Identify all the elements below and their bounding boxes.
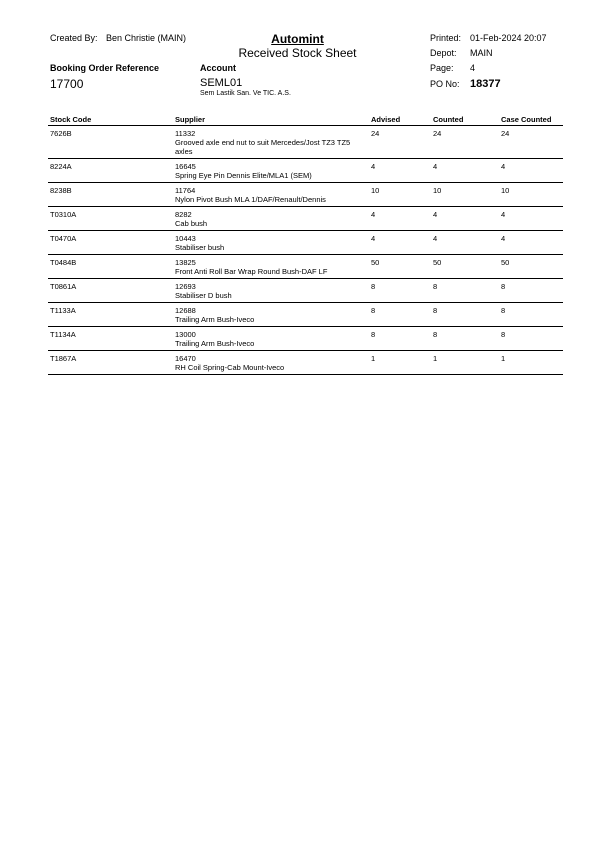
column-header-stock-code: Stock Code bbox=[48, 113, 173, 126]
item-description: Cab bush bbox=[175, 219, 208, 228]
table-row bbox=[48, 126, 563, 159]
counted-cell: 50 bbox=[431, 255, 499, 279]
counted-cell: 4 bbox=[431, 159, 499, 183]
column-header-supplier: Supplier bbox=[173, 113, 369, 126]
stock-code-cell: 8224A bbox=[48, 159, 173, 183]
supplier-cell bbox=[173, 303, 369, 327]
po-label: PO No: bbox=[430, 79, 460, 89]
stock-code-cell: T0861A bbox=[48, 279, 173, 303]
title-block bbox=[200, 32, 395, 60]
supplier-cell bbox=[173, 183, 369, 207]
counted-cell: 8 bbox=[431, 303, 499, 327]
advised-cell: 10 bbox=[369, 183, 431, 207]
supplier-cell bbox=[173, 351, 369, 375]
item-description: Trailing Arm Bush-Iveco bbox=[175, 339, 255, 348]
stock-code-cell: T0310A bbox=[48, 207, 173, 231]
table-row bbox=[48, 231, 563, 255]
counted-cell: 4 bbox=[431, 207, 499, 231]
page-subtitle: Received Stock Sheet bbox=[238, 46, 357, 60]
counted-cell: 10 bbox=[431, 183, 499, 207]
case-counted-cell: 8 bbox=[499, 303, 563, 327]
item-description: RH Coil Spring-Cab Mount-Iveco bbox=[175, 363, 285, 372]
case-counted-cell: 24 bbox=[499, 126, 563, 159]
table-row bbox=[48, 159, 563, 183]
supplier-code: 12688 bbox=[175, 306, 196, 315]
created-by-value: Ben Christie (MAIN) bbox=[106, 33, 187, 43]
supplier-cell bbox=[173, 327, 369, 351]
depot-value: MAIN bbox=[470, 48, 493, 58]
advised-cell: 8 bbox=[369, 327, 431, 351]
item-description: Nylon Pivot Bush MLA 1/DAF/Renault/Dennis bbox=[175, 195, 326, 204]
supplier-code: 16645 bbox=[175, 162, 196, 171]
item-description: Front Anti Roll Bar Wrap Round Bush-DAF LF bbox=[175, 267, 328, 276]
case-counted-cell: 4 bbox=[499, 159, 563, 183]
case-counted-cell: 4 bbox=[499, 231, 563, 255]
supplier-code: 8282 bbox=[175, 210, 192, 219]
supplier-cell bbox=[173, 207, 369, 231]
advised-cell: 4 bbox=[369, 207, 431, 231]
table-row bbox=[48, 207, 563, 231]
item-description: Trailing Arm Bush-Iveco bbox=[175, 315, 255, 324]
counted-cell: 1 bbox=[431, 351, 499, 375]
table-row bbox=[48, 255, 563, 279]
page-number-value: 4 bbox=[470, 63, 476, 73]
stock-code-cell: 7626B bbox=[48, 126, 173, 159]
counted-cell: 4 bbox=[431, 231, 499, 255]
printed-label: Printed: bbox=[430, 33, 462, 43]
stock-code-cell: T0470A bbox=[48, 231, 173, 255]
stock-code-cell: T1133A bbox=[48, 303, 173, 327]
stock-code-cell: T1134A bbox=[48, 327, 173, 351]
stock-code-cell: T0484B bbox=[48, 255, 173, 279]
page-number-label: Page: bbox=[430, 63, 454, 73]
supplier-cell bbox=[173, 231, 369, 255]
advised-cell: 8 bbox=[369, 279, 431, 303]
advised-cell: 4 bbox=[369, 231, 431, 255]
supplier-code: 12693 bbox=[175, 282, 196, 291]
page-title: Automint bbox=[271, 32, 324, 46]
created-by-label: Created By: bbox=[50, 33, 98, 43]
supplier-cell bbox=[173, 279, 369, 303]
item-description: Stabiliser D bush bbox=[175, 291, 232, 300]
table-row bbox=[48, 279, 563, 303]
advised-cell: 50 bbox=[369, 255, 431, 279]
item-description: Spring Eye Pin Dennis Elite/MLA1 (SEM) bbox=[175, 171, 312, 180]
supplier-cell bbox=[173, 255, 369, 279]
case-counted-cell: 1 bbox=[499, 351, 563, 375]
printed-value: 01-Feb-2024 20:07 bbox=[470, 33, 547, 43]
table-row bbox=[48, 303, 563, 327]
supplier-code: 11764 bbox=[175, 186, 196, 195]
case-counted-cell: 8 bbox=[499, 279, 563, 303]
supplier-code: 13825 bbox=[175, 258, 196, 267]
advised-cell: 4 bbox=[369, 159, 431, 183]
supplier-cell bbox=[173, 159, 369, 183]
stock-code-cell: T1867A bbox=[48, 351, 173, 375]
supplier-code: 13000 bbox=[175, 330, 196, 339]
account-label: Account bbox=[200, 63, 236, 73]
column-header-advised: Advised bbox=[369, 113, 431, 126]
column-header-case-counted: Case Counted bbox=[499, 113, 563, 126]
booking-ref-label: Booking Order Reference bbox=[50, 63, 160, 73]
advised-cell: 8 bbox=[369, 303, 431, 327]
account-code: SEML01 bbox=[200, 77, 243, 89]
case-counted-cell: 10 bbox=[499, 183, 563, 207]
po-value: 18377 bbox=[470, 78, 501, 90]
counted-cell: 8 bbox=[431, 279, 499, 303]
table-header-row bbox=[48, 113, 563, 126]
table-row bbox=[48, 351, 563, 375]
supplier-code: 16470 bbox=[175, 354, 196, 363]
advised-cell: 24 bbox=[369, 126, 431, 159]
supplier-cell bbox=[173, 126, 369, 159]
case-counted-cell: 8 bbox=[499, 327, 563, 351]
booking-ref-value: 17700 bbox=[50, 77, 84, 91]
column-header-counted: Counted bbox=[431, 113, 499, 126]
depot-label: Depot: bbox=[430, 48, 457, 58]
account-name: Sem Lastik San. Ve TIC. A.S. bbox=[200, 90, 291, 97]
item-description: Stabiliser bush bbox=[175, 243, 225, 252]
supplier-code: 10443 bbox=[175, 234, 196, 243]
advised-cell: 1 bbox=[369, 351, 431, 375]
stock-code-cell: 8238B bbox=[48, 183, 173, 207]
stock-lines-table bbox=[48, 113, 563, 375]
table-row bbox=[48, 183, 563, 207]
counted-cell: 8 bbox=[431, 327, 499, 351]
item-description: Grooved axle end nut to suit Mercedes/Jost TZ3 TZ5 axles bbox=[175, 138, 351, 156]
case-counted-cell: 4 bbox=[499, 207, 563, 231]
counted-cell: 24 bbox=[431, 126, 499, 159]
supplier-code: 11332 bbox=[175, 129, 196, 138]
case-counted-cell: 50 bbox=[499, 255, 563, 279]
table-row bbox=[48, 327, 563, 351]
